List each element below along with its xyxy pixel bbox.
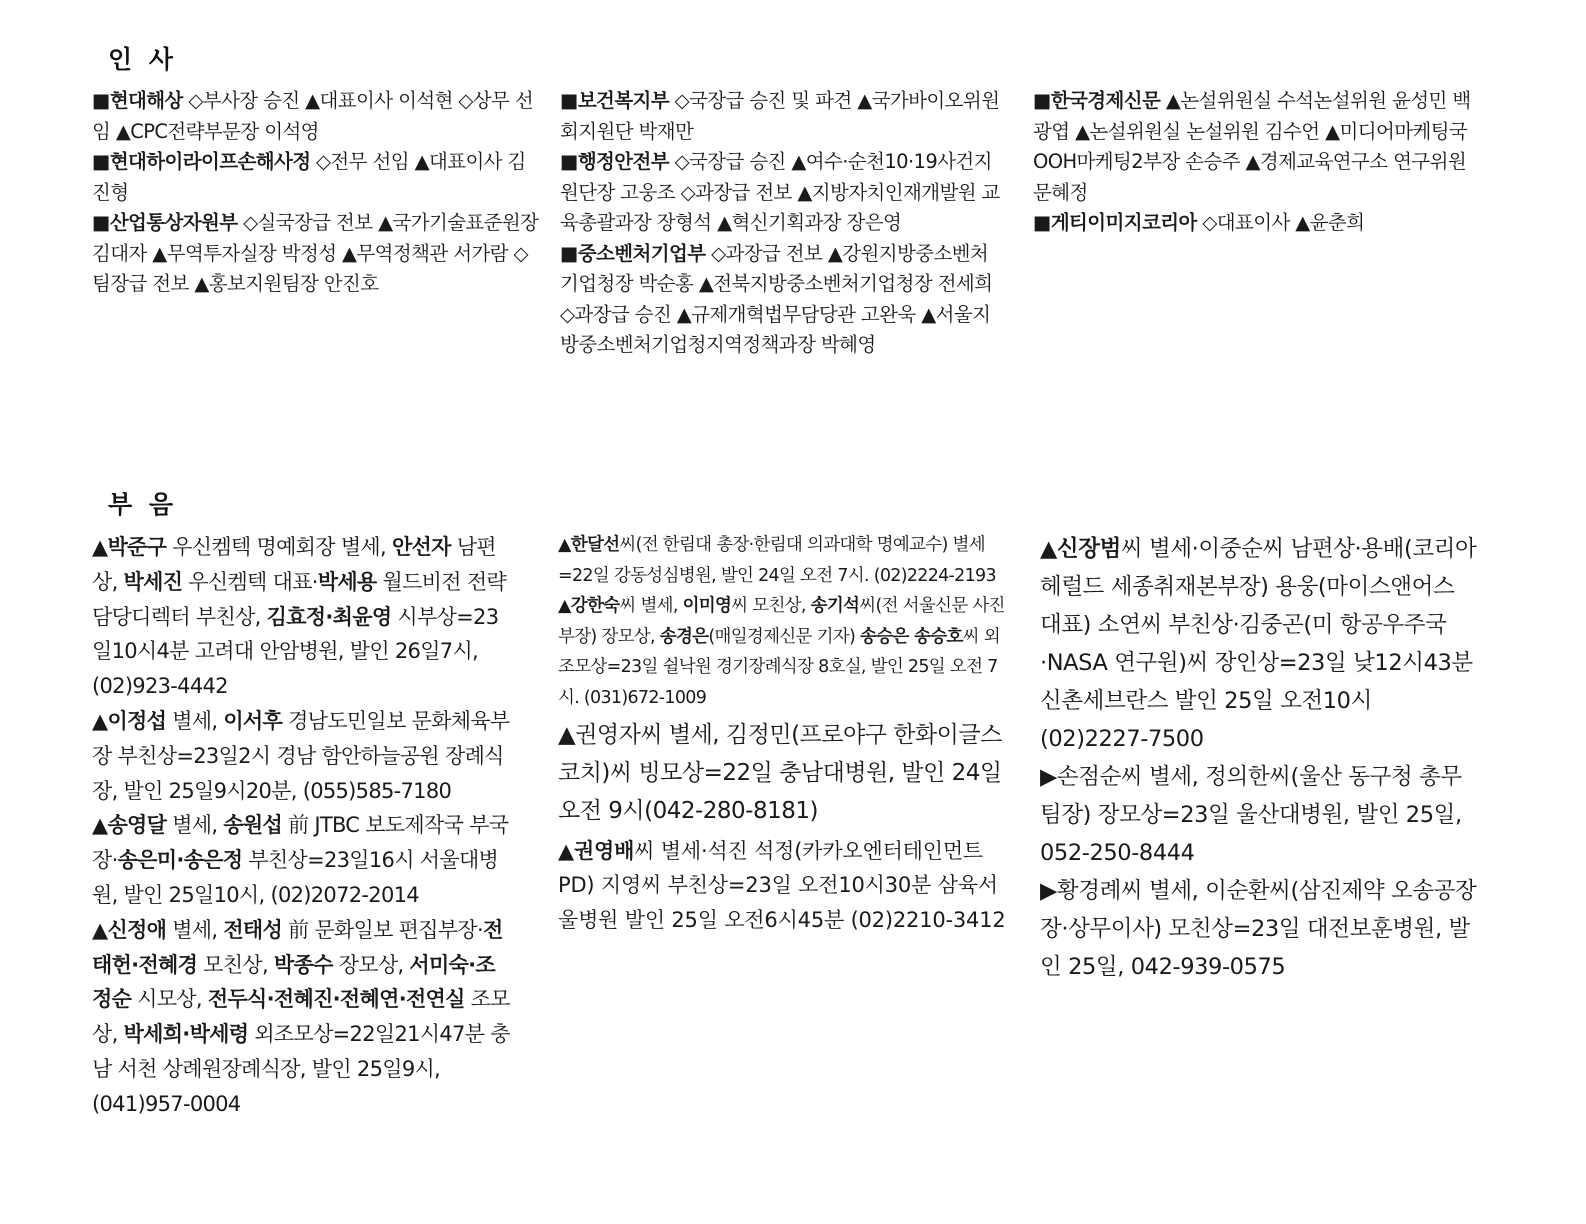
person-name: 전태성 [223, 917, 283, 942]
obituary-text: 前 JTBC 보도제작국 부국장· [92, 813, 509, 873]
obituary-text: 씨 별세, [619, 596, 683, 617]
obituary-text: 씨 별세·이중순씨 남편상·용배(코리아헤럴드 세종취재본부장) 용웅(마이스앤어스 대표) 소연씨 부친상·김중곤(미 항공우주국·NASA 연구원)씨 장인상=23일 낮12시43분 신촌세브란스 발인 25일 오전10시 (02)2227-7500 [1040, 536, 1477, 752]
obituary-entry [92, 704, 512, 808]
person-name: 송기석 [810, 596, 860, 617]
obituary-text: 우신켐텍 명예회장 별세, [166, 535, 392, 559]
obituary-text: 시모상, [131, 987, 208, 1012]
obituary-entry [92, 808, 512, 912]
obituary-text: 前 문화일보 편집부장· [282, 917, 483, 942]
personnel-details: ◇실국장급 전보 ▲국가기술표준원장 김대자 ▲무역투자실장 박정성 ▲무역정책관 서가람 ◇팀장급 전보 ▲홍보지원팀장 안진호 [92, 211, 539, 295]
obituary-text: 조모상, [92, 987, 510, 1047]
personnel-details: ◇과장급 전보 ▲강원지방중소벤처기업청장 박순홍 ▲전북지방중소벤처기업청장 전세희 ◇과장급 승진 ▲규제개혁법무담당관 고완욱 ▲서울지방중소벤처기업청지역정책과장 박혜영 [560, 241, 993, 356]
obituary-column-1 [92, 530, 512, 1122]
obituary-entry [558, 530, 1008, 591]
obituary-text: 남편상, [92, 535, 496, 594]
obituary-entry [1040, 758, 1478, 872]
personnel-entry [560, 239, 1005, 361]
person-name: ▲권영배 [558, 838, 635, 863]
person-name: 김효정·최윤영 [266, 604, 392, 629]
person-name: 전태헌·전혜경 [92, 917, 503, 977]
organization-name: ■한국경제신문 [1033, 89, 1161, 112]
organization-name: ■행정안전부 [560, 150, 670, 173]
obituary-text: 별세, [166, 917, 224, 942]
obituary-text: 장모상, [332, 952, 410, 977]
obituary-text: 월드비전 전략담당디렉터 부친상, [92, 569, 506, 629]
personnel-column-1 [92, 86, 540, 300]
personnel-details: ◇부사장 승진 ▲대표이사 이석현 ◇상무 선임 ▲CPC전략부문장 이석영 [92, 89, 534, 143]
personnel-column-3 [1033, 86, 1481, 239]
person-name: 송원섭 [223, 813, 283, 838]
personnel-details: ◇전무 선임 ▲대표이사 김진형 [92, 150, 526, 204]
person-name: 이미영 [682, 596, 732, 617]
organization-name: ■보건복지부 [560, 89, 670, 112]
person-name: ▲박준구 [92, 535, 167, 559]
person-name: ▲신장범 [1040, 536, 1121, 562]
obituary-entry [1040, 872, 1478, 986]
obituary-text: (매일경제신문 기자) [708, 626, 860, 647]
obituary-text: 시부상=23일10시4분 고려대 안암병원, 발인 26일7시, (02)923-4442 [92, 604, 499, 699]
obituary-column-2 [558, 530, 1008, 937]
obituary-text: 별세, [166, 813, 224, 838]
section-title-obituary: 부 음 [108, 490, 178, 519]
person-name: 안선자 [391, 535, 451, 559]
person-name: 서미숙·조정순 [92, 952, 495, 1012]
personnel-entry [560, 147, 1005, 239]
obituary-text: 씨 외조모상=23일 쉴낙원 경기장례식장 8호실, 발인 25일 오전 7시. (031)672-1009 [558, 626, 1000, 708]
obituary-entry [558, 834, 1008, 938]
personnel-entry [92, 147, 540, 208]
person-name: ▲강한숙 [558, 596, 620, 617]
person-name: 송승은 송승호 [860, 626, 963, 647]
obituary-text: 외조모상=22일21시47분 충남 서천 상례원장례식장, 발인 25일9시, (041)957-0004 [92, 1022, 510, 1116]
obituary-text: ▶황경례씨 별세, 이순환씨(삼진제약 오송공장장·상무이사) 모친상=23일 대전보훈병원, 발인 25일, 042-939-0575 [1040, 878, 1477, 980]
personnel-details: ▲논설위원실 수석논설위원 윤성민 백광엽 ▲논설위원실 논설위원 김수언 ▲미디어마케팅국 OOH마케팅2부장 손승주 ▲경제교육연구소 연구위원 문혜정 [1033, 89, 1471, 204]
section-title-personnel: 인 사 [108, 45, 178, 74]
obituary-text: 경남도민일보 문화체육부장 부친상=23일2시 경남 함안하늘공원 장례식장, 발인 25일9시20분, (055)585-7180 [92, 708, 510, 803]
obituary-entry [558, 716, 1008, 830]
obituary-column-3 [1040, 530, 1478, 986]
person-name: ▲신정애 [92, 917, 167, 942]
personnel-details: ◇국장급 승진 ▲여수·순천10·19사건지원단장 고웅조 ◇과장급 전보 ▲지방자치인재개발원 교육총괄과장 장형석 ▲혁신기획과장 장은영 [560, 150, 1000, 234]
obituary-text: ▶손점순씨 별세, 정의한씨(울산 동구청 총무팀장) 장모상=23일 울산대병원, 발인 25일, 052-250-8444 [1040, 764, 1462, 866]
personnel-column-2 [560, 86, 1005, 361]
personnel-entry [560, 86, 1005, 147]
personnel-details: ◇국장급 승진 및 파견 ▲국가바이오위원회지원단 박재만 [560, 89, 1000, 143]
obituary-text: 모친상, [197, 952, 274, 977]
obituary-text: 씨 별세·석진 석정(카카오엔터테인먼트 PD) 지영씨 부친상=23일 오전10시30분 삼육서울병원 발인 25일 오전6시45분 (02)2210-3412 [558, 838, 1006, 932]
person-name: 박종수 [273, 952, 333, 977]
obituary-text: 씨(전 서울신문 사진부장) 장모상, [558, 596, 1005, 647]
person-name: 박세희·박세령 [123, 1022, 249, 1047]
personnel-entry [1033, 208, 1481, 239]
person-name: 박세용 [317, 569, 377, 594]
person-name: 박세진 [123, 569, 183, 594]
personnel-entry [1033, 86, 1481, 208]
person-name: 이서후 [223, 708, 283, 733]
obituary-text: 별세, [166, 708, 224, 733]
personnel-entry [92, 86, 540, 147]
obituary-text: 씨(전 한림대 총장·한림대 의과대학 명예교수) 별세=22일 강동성심병원, 발인 24일 오전 7시. (02)2224-2193 [558, 535, 996, 586]
obituary-entry [558, 591, 1008, 713]
organization-name: ■현대해상 [92, 89, 183, 112]
organization-name: ■현대하이라이프손해사정 [92, 150, 311, 173]
obituary-text: 우신켐텍 대표· [182, 569, 318, 594]
obituary-entry [92, 530, 512, 704]
person-name: ▲송영달 [92, 813, 167, 838]
obituary-entry [1040, 530, 1478, 758]
personnel-details: ◇대표이사 ▲윤춘희 [1196, 211, 1365, 234]
organization-name: ■게티이미지코리아 [1033, 211, 1197, 234]
person-name: ▲한달선 [558, 535, 620, 555]
person-name: 송은미·송은정 [117, 848, 243, 873]
personnel-entry [92, 208, 540, 300]
person-name: 송경은 [659, 626, 709, 647]
obituary-entry [92, 913, 512, 1122]
organization-name: ■중소벤처기업부 [560, 241, 706, 265]
person-name: 전두식·전혜진·전혜연·전연실 [207, 987, 465, 1012]
obituary-text: 부친상=23일16시 서울대병원, 발인 25일10시, (02)2072-2014 [92, 848, 499, 907]
obituary-text: 씨 모친상, [731, 596, 811, 617]
obituary-text: ▲권영자씨 별세, 김정민(프로야구 한화이글스 코치)씨 빙모상=22일 충남대병원, 발인 24일 오전 9시(042-280-8181) [558, 721, 1002, 824]
organization-name: ■산업통상자원부 [92, 211, 238, 234]
person-name: ▲이정섭 [92, 708, 167, 733]
